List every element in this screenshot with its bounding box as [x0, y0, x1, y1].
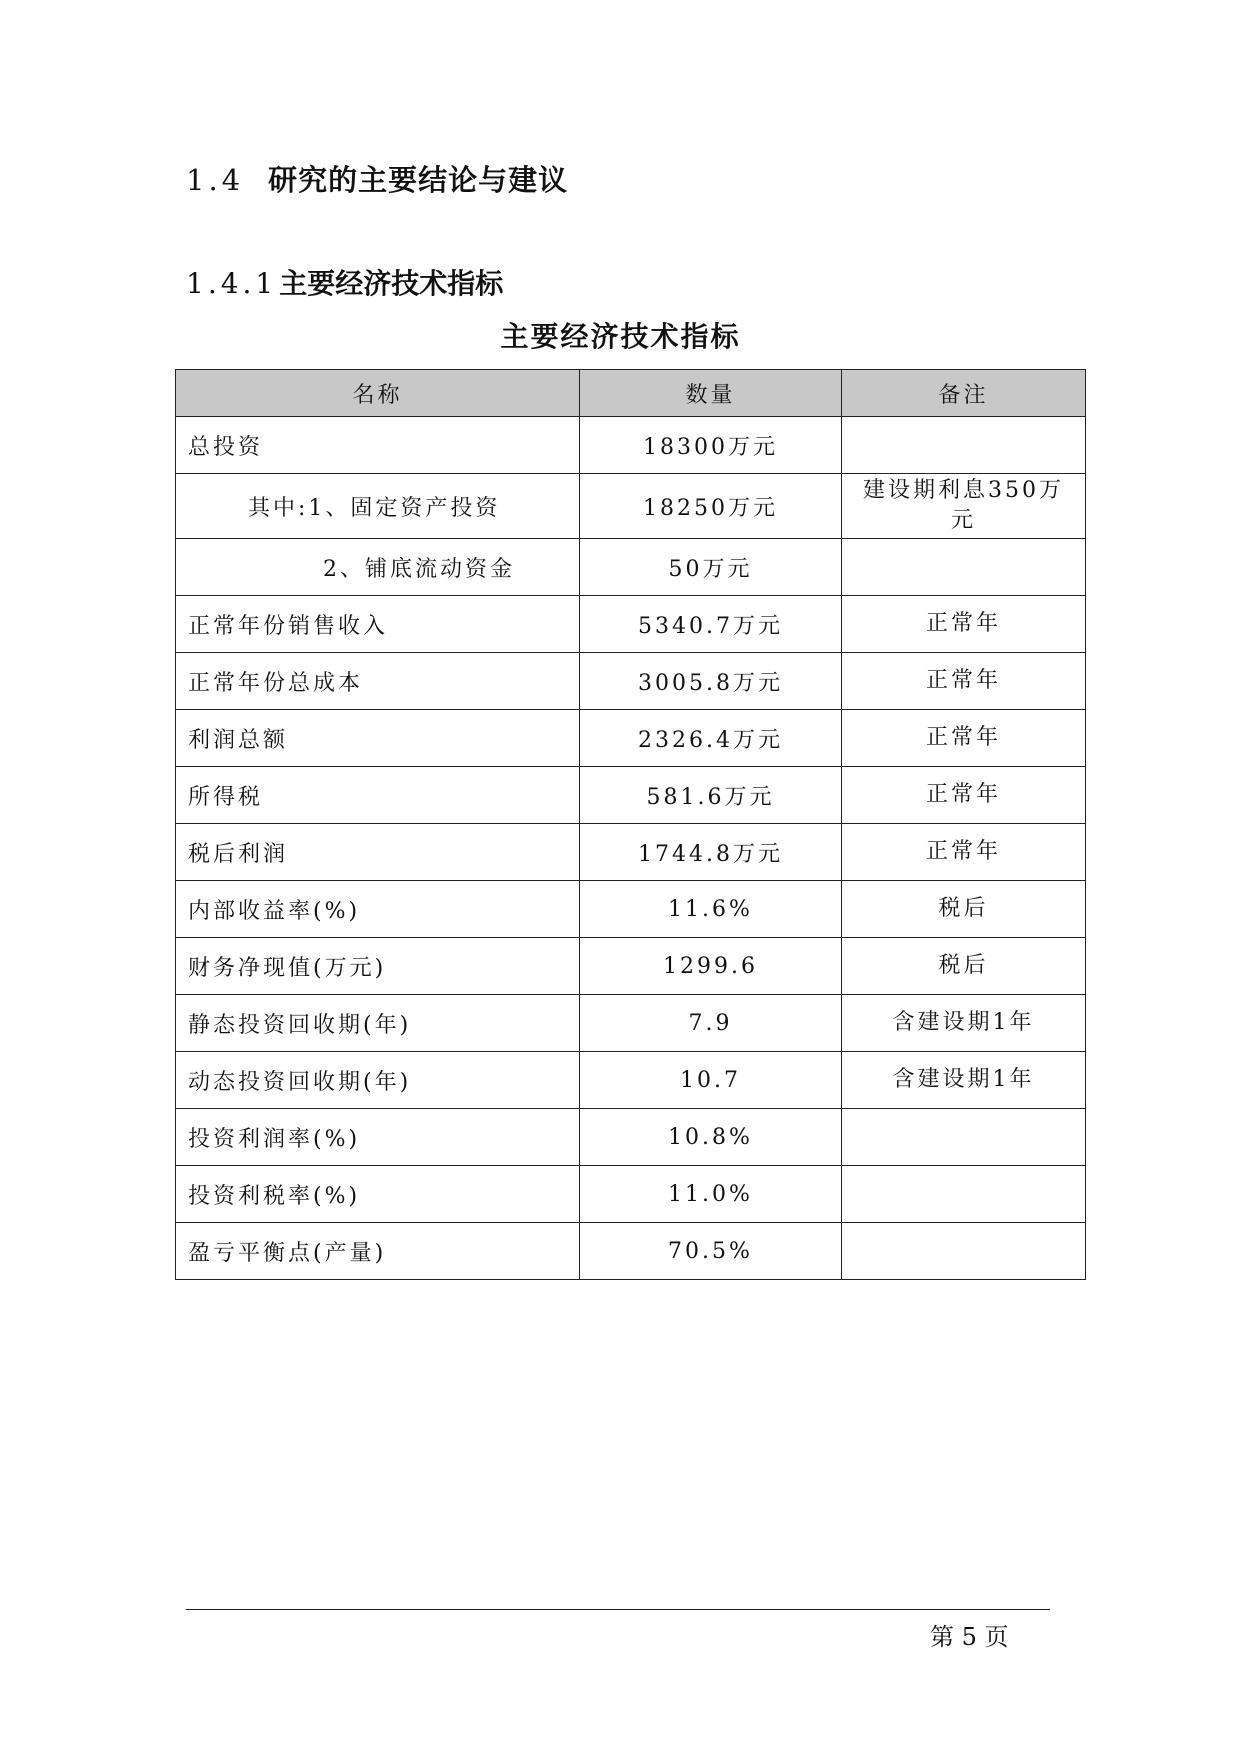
table-row	[176, 995, 1086, 1052]
row-value: 5340.7万元	[580, 596, 842, 653]
indicators-table	[175, 369, 1086, 1280]
table-row	[176, 710, 1086, 767]
row-value: 18250万元	[580, 474, 842, 539]
row-value: 50万元	[580, 539, 842, 596]
row-remark	[842, 417, 1086, 474]
row-name: 正常年份销售收入	[176, 596, 580, 653]
page-number: 第 5 页	[930, 1623, 1009, 1651]
row-name: 所得税	[176, 767, 580, 824]
row-name: 税后利润	[176, 824, 580, 881]
row-value: 1299.6	[580, 938, 842, 995]
row-value: 1744.8万元	[580, 824, 842, 881]
row-remark: 正常年	[842, 767, 1086, 824]
row-value: 11.0%	[580, 1166, 842, 1223]
row-name: 内部收益率(%)	[176, 881, 580, 938]
row-value: 581.6万元	[580, 767, 842, 824]
table-row	[176, 824, 1086, 881]
row-name: 投资利税率(%)	[176, 1166, 580, 1223]
table-row	[176, 767, 1086, 824]
section-number: 1.4	[186, 163, 245, 197]
section-heading	[186, 158, 568, 199]
row-name: 其中:1、固定资产投资	[176, 474, 580, 539]
table-row	[176, 596, 1086, 653]
row-name: 投资利润率(%)	[176, 1109, 580, 1166]
table-row	[176, 1052, 1086, 1109]
row-remark: 正常年	[842, 653, 1086, 710]
row-value: 7.9	[580, 995, 842, 1052]
section-title: 研究的主要结论与建议	[268, 163, 569, 197]
table-row	[176, 938, 1086, 995]
row-remark: 含建设期1年	[842, 1052, 1086, 1109]
row-value: 2326.4万元	[580, 710, 842, 767]
row-remark: 税后	[842, 881, 1086, 938]
row-name: 利润总额	[176, 710, 580, 767]
row-remark: 建设期利息350万元	[842, 474, 1086, 539]
table-row	[176, 1166, 1086, 1223]
row-remark: 正常年	[842, 596, 1086, 653]
subsection-number: 1.4.1	[186, 267, 278, 300]
table-row	[176, 881, 1086, 938]
row-value: 11.6%	[580, 881, 842, 938]
table-row	[176, 1109, 1086, 1166]
row-value: 18300万元	[580, 417, 842, 474]
subsection-title: 主要经济技术指标	[279, 267, 504, 300]
row-name: 静态投资回收期(年)	[176, 995, 580, 1052]
row-value: 10.8%	[580, 1109, 842, 1166]
header-name: 名称	[176, 370, 580, 417]
header-remark: 备注	[842, 370, 1086, 417]
table-row	[176, 653, 1086, 710]
table-header-row	[176, 370, 1086, 417]
row-value: 3005.8万元	[580, 653, 842, 710]
row-name: 盈亏平衡点(产量)	[176, 1223, 580, 1280]
row-remark: 正常年	[842, 710, 1086, 767]
row-value: 70.5%	[580, 1223, 842, 1280]
table-caption: 主要经济技术指标	[500, 320, 741, 353]
row-value: 10.7	[580, 1052, 842, 1109]
row-name: 总投资	[176, 417, 580, 474]
row-remark	[842, 539, 1086, 596]
row-remark	[842, 1223, 1086, 1280]
table-row	[176, 417, 1086, 474]
row-remark: 正常年	[842, 824, 1086, 881]
footer-rule	[186, 1609, 1050, 1610]
table-row	[176, 474, 1086, 539]
table-row	[176, 539, 1086, 596]
table-row	[176, 1223, 1086, 1280]
row-remark	[842, 1166, 1086, 1223]
header-quantity: 数量	[580, 370, 842, 417]
row-name: 2、铺底流动资金	[176, 539, 580, 596]
row-remark: 含建设期1年	[842, 995, 1086, 1052]
row-remark: 税后	[842, 938, 1086, 995]
row-remark	[842, 1109, 1086, 1166]
row-name: 动态投资回收期(年)	[176, 1052, 580, 1109]
row-name: 正常年份总成本	[176, 653, 580, 710]
row-name: 财务净现值(万元)	[176, 938, 580, 995]
subsection-heading	[186, 262, 503, 302]
